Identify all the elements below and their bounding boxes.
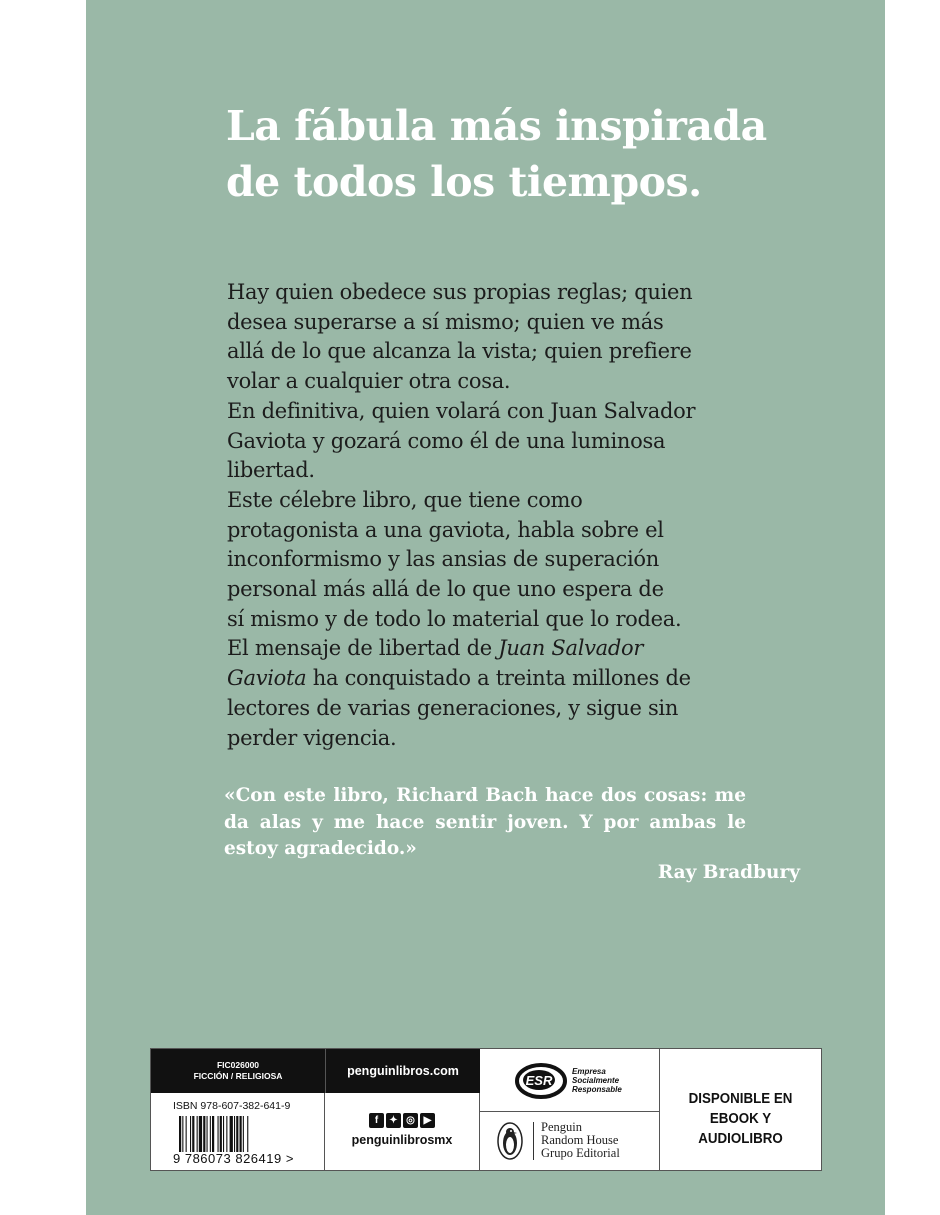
- barcode-bar: [192, 1116, 194, 1152]
- barcode-bar: [210, 1116, 211, 1152]
- twitter-icon[interactable]: ✦: [386, 1113, 401, 1128]
- barcode-bar: [230, 1116, 233, 1152]
- social-icons: [325, 1112, 479, 1128]
- synopsis-line: Hay quien obedece sus propias reglas; quien: [227, 280, 693, 304]
- synopsis-line: lectores de varias generaciones, y sigue sin: [227, 695, 679, 720]
- book-title-italic: Gaviota: [227, 666, 307, 691]
- quote-author: Ray Bradbury: [657, 862, 800, 883]
- book-title-italic: Juan Salvador: [498, 636, 644, 661]
- esr-logo-icon: [515, 1063, 567, 1099]
- info-panel: [150, 1048, 822, 1171]
- synopsis-line: perder vigencia.: [227, 725, 397, 750]
- barcode-bar: [243, 1116, 244, 1152]
- synopsis: [227, 278, 767, 753]
- penguin-logo-icon: [496, 1121, 524, 1161]
- barcode-bar: [186, 1116, 187, 1152]
- category-code: FIC026000: [216, 1060, 260, 1070]
- barcode-bar: [182, 1116, 183, 1152]
- synopsis-line: [227, 664, 767, 694]
- barcode-bar: [212, 1116, 214, 1152]
- synopsis-line: inconformismo y las ansias de superación: [227, 547, 659, 572]
- publisher-box: [480, 1112, 660, 1170]
- barcode-bar: [234, 1116, 235, 1152]
- barcode-bar: [226, 1116, 227, 1152]
- publisher-line: Grupo Editorial: [541, 1146, 620, 1160]
- synopsis-line: En definitiva, quien volará con Juan Salvador: [227, 398, 696, 423]
- barcode-bar: [199, 1116, 202, 1152]
- esr-logo-text: ESR: [525, 1073, 553, 1088]
- barcode-bar: [190, 1116, 191, 1152]
- endorsement-quote: [224, 783, 746, 863]
- synopsis-line: desea superarse a sí mismo; quien ve más: [227, 309, 664, 334]
- synopsis-line: sí mismo y de todo lo material que lo rodea.: [227, 606, 682, 631]
- availability-notice: [666, 1049, 814, 1170]
- quote-line: da alas y me hace sentir joven. Y por ambas le: [224, 811, 746, 833]
- headline: [226, 98, 826, 210]
- availability-line: EBOOK Y AUDIOLIBRO: [698, 1111, 783, 1147]
- instagram-icon[interactable]: ◎: [403, 1113, 418, 1128]
- barcode-bar: [203, 1116, 205, 1152]
- publisher-line: Penguin: [541, 1120, 582, 1134]
- synopsis-line: libertad.: [227, 458, 315, 483]
- publisher-line: Random House: [541, 1133, 619, 1147]
- barcode-bar: [247, 1116, 248, 1152]
- esr-line: Empresa: [572, 1067, 606, 1076]
- synopsis-line: Este célebre libro, que tiene como: [227, 487, 583, 512]
- category-box: [151, 1049, 325, 1093]
- social-box: [325, 1093, 480, 1170]
- esr-line: Socialmente: [572, 1076, 620, 1085]
- barcode-bar: [197, 1116, 198, 1152]
- esr-label: [572, 1067, 622, 1094]
- social-handle[interactable]: penguinlibrosmx: [351, 1133, 453, 1147]
- availability-line: DISPONIBLE EN: [688, 1091, 793, 1107]
- headline-line: de todos los tiempos.: [226, 158, 702, 206]
- youtube-icon[interactable]: ▶: [420, 1113, 435, 1128]
- barcode-bar: [207, 1116, 208, 1152]
- synopsis-line: personal más allá de lo que uno espera de: [227, 577, 664, 602]
- category-name: FICCIÓN / RELIGIOSA: [193, 1071, 283, 1081]
- synopsis-text: El mensaje de libertad de: [227, 636, 499, 661]
- synopsis-line: volar a cualquier otra cosa.: [227, 369, 511, 394]
- barcode-bar: [179, 1116, 181, 1152]
- publisher-name: [541, 1121, 620, 1160]
- barcode-digits: 9 786073 826419 >: [173, 1151, 294, 1166]
- esr-line: Responsable: [572, 1085, 622, 1094]
- barcode-bar: [236, 1116, 238, 1152]
- website-link[interactable]: penguinlibros.com: [325, 1049, 480, 1093]
- synopsis-line: allá de lo que alcanza la vista; quien prefiere: [227, 339, 692, 364]
- barcode-bar: [218, 1116, 219, 1152]
- esr-badge: [480, 1049, 660, 1112]
- publisher-divider: [533, 1122, 534, 1160]
- quote-line: estoy agradecido.»: [224, 838, 417, 859]
- barcode-bar: [240, 1116, 242, 1152]
- synopsis-text: ha conquistado a treinta millones de: [306, 666, 691, 691]
- isbn-number: ISBN 978-607-382-641-9: [173, 1100, 291, 1112]
- isbn-box: [151, 1093, 325, 1170]
- synopsis-line: Gaviota y gozará como él de una luminosa: [227, 428, 666, 453]
- quote-line: «Con este libro, Richard Bach hace dos cosas: me: [224, 785, 746, 806]
- barcode-bar: [223, 1116, 224, 1152]
- headline-line: La fábula más inspirada: [226, 102, 767, 150]
- barcode-bar: [220, 1116, 222, 1152]
- facebook-icon[interactable]: f: [369, 1113, 384, 1128]
- barcode: [179, 1116, 297, 1152]
- synopsis-line: protagonista a una gaviota, habla sobre el: [227, 517, 664, 542]
- synopsis-line: [227, 634, 767, 664]
